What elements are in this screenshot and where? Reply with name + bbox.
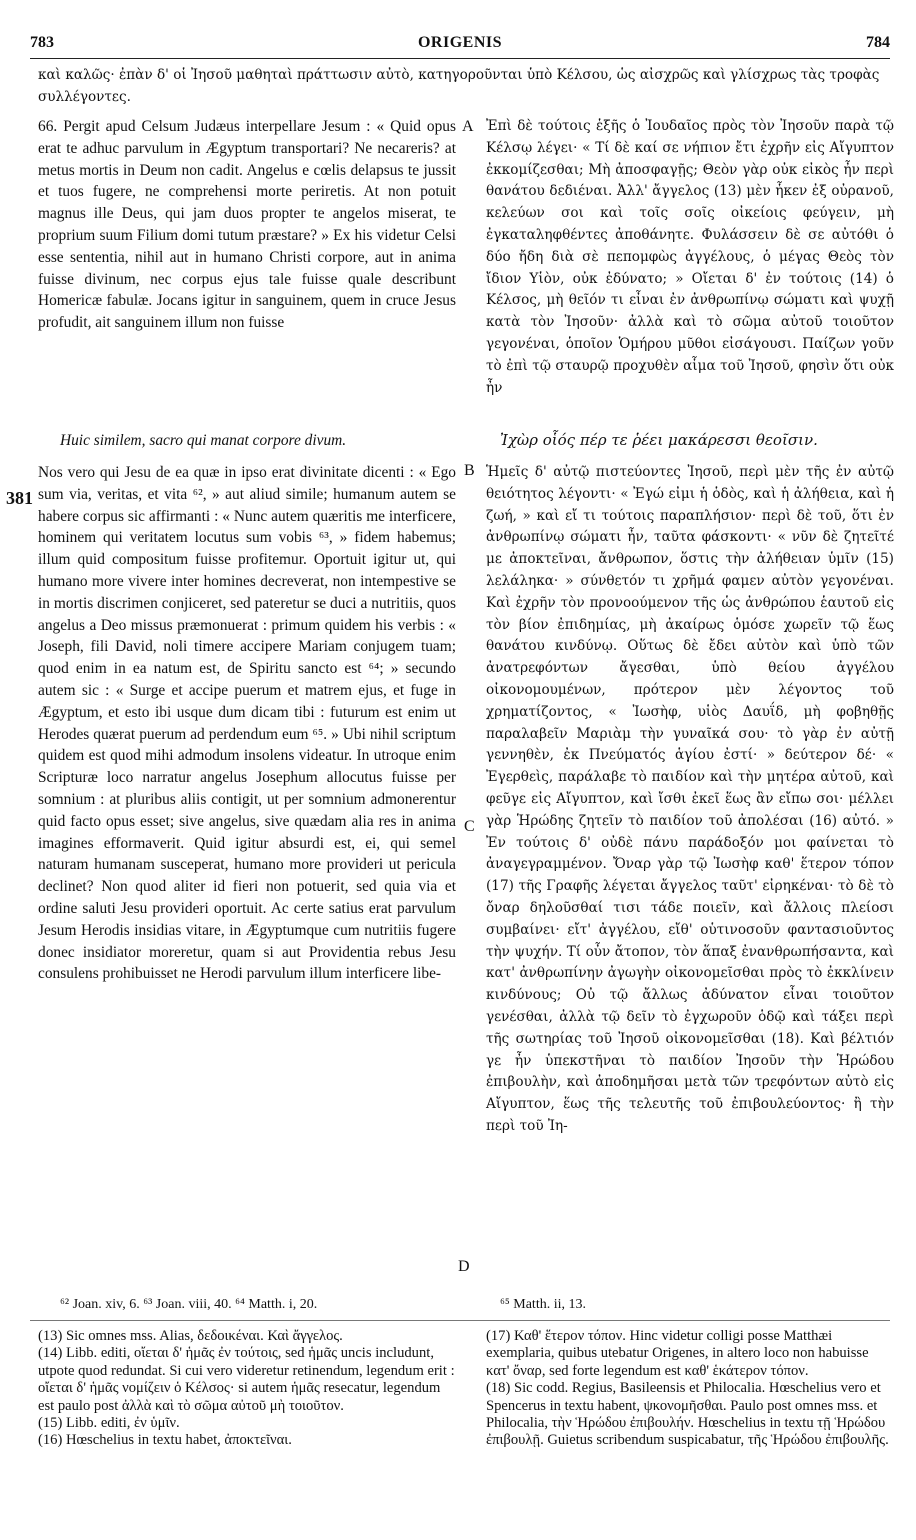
latin-verse-quote: Huic similem, sacro qui manat corpore divum. (60, 432, 347, 449)
note-16: (16) Hœschelius in textu habet, ἀποκτεῖναι. (38, 1432, 292, 1449)
section-marker-d: D (458, 1258, 470, 1275)
note-18: (18) Sic codd. Regius, Basileensis et Philocalia. Hœschelius vero et Spencerus in textu habent, ψκονομῆσθαι. Paulo post omnes mss. et Philocalia, τὴν Ἡρώδου ἐπιβουλήν. Hœschelius in textu τῇ Ἡρώδου ἐπιβουλῇ. Guietus scribendum suspicabatur, τῆς Ἡρώδου ἐπιβουλῆς. (486, 1380, 889, 1449)
scripture-refs-left: ⁶² Joan. xiv, 6. ⁶³ Joan. viii, 40. ⁶⁴ Matth. i, 20. (60, 1297, 318, 1312)
intro-greek-span: καὶ καλῶς· ἐπὰν δ' οἱ Ἰησοῦ μαθηταὶ πράττωσιν αὐτὸ, κατηγοροῦνται ὑπὸ Κέλσου, ὡς αἰσχρῶς καὶ γλίσχρως τὰς τροφὰς συλλέγοντες. (38, 67, 880, 105)
header-rule (30, 58, 890, 59)
latin-paragraph-66: 66. Pergit apud Celsum Judæus interpellare Jesum : « Quid opus erat te adhuc parvulum in Ægyptum transportari? Ne necareris? at metus mortis in Deum non cadit. Angelus e cœlis delapsus te jussit et tuos fugere, ne comprehensi morte periretis. At non potuit magnus ille Deus, qui jam duos propter te angelos miserat, te proprium suum Filium domi tutum præstare? » Ex his videtur Celsi esse sententia, nihil aut in humano Christi corpore, aut in anima fuisse divinum, nec corpus ejus tale fuisse quale describunt Homericæ fabulæ. Jocans igitur in sanguinem, quem in cruce Jesus profudit, ait sanguinem illum non fuisse (38, 118, 456, 332)
left-page-number: 783 (30, 34, 54, 51)
running-title: ORIGENIS (417, 34, 503, 51)
note-17: (17) Καθ' ἕτερον τόπον. Hinc videtur colligi posse Matthæi exemplaria, quibus utebatur Origenes, in altero loco non habuisse κατ' ὄναρ, sed forte legendum est καθ' ἑκάτερον τόπον. (486, 1328, 869, 1379)
notes-right (486, 1328, 894, 1450)
right-page-number: 784 (866, 34, 890, 51)
section-marker-b: B (464, 462, 475, 479)
section-marker-a: A (462, 118, 474, 135)
column-number-381: 381 (6, 488, 33, 508)
notes-left (38, 1328, 458, 1450)
greek-verse-quote: Ἰχὼρ οἷός πέρ τε ῥέει μακάρεσσι θεοῖσιν. (500, 431, 818, 449)
latin-paragraph-reply: Nos vero qui Jesu de ea quæ in ipso erat divinitate dicenti : « Ego sum via, veritas, et vita ⁶², » aut aliud simile; humanum autem se habere corpus sic affirmanti : « Nunc autem quæritis me interficere, hominem qui veritatem locutus sum vobis ⁶³, » fidem habemus; illum quid compositum fuisse profitemur. Oportuit igitur ut, qui humano more vivere inter homines decreverat, non intempestive se in mortis discrimen conjiceret, sed pateretur se duci a nutritiis, quos angelus a Deo missus præmonuerat : primum quidem his verbis : « Joseph, fili David, noli timere accipere Mariam conjugem tuam; quod enim in ea natum est, de Spiritu sancto est ⁶⁴; » secundo autem sic : « Surge et accipe puerum et matrem ejus, et fuge in Ægyptum, et esto ibi usque dum dicam tibi : futurum est enim ut Herodes quærat puerum ad perdendum eum ⁶⁵. » Ubi nihil scriptum quidem est quod mihi admodum insolens videatur. In utroque enim Scripturæ loco narratur angelus Josephum allocutus fuisse per somnium : at pluribus aliis contigit, ut per somnium admonerentur quid facto opus esset; sive angelus, sive quædam alia res in anima imagines efformaverit. Quid igitur absurdi est, ei, qui semel naturam humanam susceperat, humano more provideri ut pericula declinet? Non quod aliter id fieri non potuerit, sed quia via et ordine saluti Jesu provideri oportuit. Ac certe satius erat parvulum Jesum Herodis insidias vitare, in Ægyptumque cum nutritiis fugere donec insidiator moreretur, quam si aut Providentia rebus Jesu consulens prohibuisset ne Herodi parvulum illum interficere libe- (38, 464, 456, 983)
greek-paragraph-reply: Ἡμεῖς δ' αὐτῷ πιστεύοντες Ἰησοῦ, περὶ μὲν τῆς ἐν αὐτῷ θειότητος λέγοντι· « Ἐγώ εἰμι ἡ ὁδὸς, καὶ ἡ ἀλήθεια, καὶ ἡ ζωή, » καὶ εἴ τι τούτοις παραπλήσιον· περὶ δὲ τοῦ, ὅτι ἐν ἀνθρωπίνῳ σώματι ἦν, ταῦτα φάσκοντι· « νῦν δὲ ζητεῖτέ με ἀποκτεῖναι, ἄνθρωπον, ὅστις τὴν ἀλήθειαν ὑμῖν (15) λελάληκα· » σύνθετόν τι χρῆμά φαμεν αὐτὸν γεγονέναι. Καὶ ἐχρῆν τὸν προνοούμενον τῆς ὡς ἀνθρώπου ἑαυτοῦ εἰς τὸν βίον ἐπιδημίας, μὴ ἀκαίρως ὁμόσε χωρεῖν τῷ ἕως θανάτου κινδύνῳ. Οὕτως δὲ ἔδει αὐτὸν καὶ ὑπὸ τῶν ἀνατρεφόντων ἄγεσθαι, ὑπὸ θείου ἀγγέλου οἰκονομουμένων, πρότερον μὲν λέγοντος τοῦ χρηματίζοντος, « Ἰωσὴφ, υἱὸς Δαυΐδ, μὴ φοβηθῇς παραλαβεῖν Μαριὰμ τὴν γυναῖκά σου· τὸ γὰρ ἐν αὐτῇ γεννηθὲν, ἐκ Πνεύματός ἁγίου ἐστί· » δεύτερον δέ· « Ἐγερθεὶς, παράλαβε τὸ παιδίον καὶ τὴν μητέρα αὐτοῦ, καὶ φεῦγε εἰς Αἴγυπτον, καὶ ἴσθι ἐκεῖ ἕως ἂν εἴπω σοι· μέλλει γὰρ Ἡρώδης ζητεῖν τὸ παιδίον τοῦ ἀπολέσαι (16) αὐτό. » Ἐν τούτοις δ' οὐδὲ πάνυ παράδοξόν μοι φαίνεται τὸ ἀναγεγραμμένον. Ὄναρ γὰρ τῷ Ἰωσὴφ καθ' ἕτερον τόπον (17) τῆς Γραφῆς λέγεται ἄγγελος ταῦτ' εἰρηκέναι· τὸ δὲ τὸ ὄναρ δηλοῦσθαί τισι τάδε ποιεῖν, καὶ ἄλλοις πλείοσι συμβαίνει· εἴτ' ἀγγέλου, εἴθ' οὑτινοσοῦν φαντασιοῦντος τὴν ψυχήν. Τί οὖν ἄτοπον, τὸν ἅπαξ ἐνανθρωπήσαντα, καὶ κατ' ἀνθρωπίνην ἀγωγὴν οἰκονομεῖσθαι πρὸς τὸ ἐκκλίνειν κινδύνους; Οὐ τῷ ἄλλως ἀδύνατον εἶναι τοιοῦτον γενέσθαι, ἀλλὰ τῷ δεῖν τὸ ἐγχωροῦν ὁδῷ καὶ τάξει περὶ τῆς σωτηρίας τοῦ Ἰησοῦ οἰκονομεῖσθαι (18). Καὶ βέλτιόν γε ἦν ὑπεκστῆναι τὸ παιδίον Ἰησοῦν τὴν Ἡρώδου ἐπιβουλὴν, καὶ ἀποδημῆσαι μετὰ τῶν τρεφόντων αὐτὸ εἰς Αἴγυπτον, ἕως τῆς τελευτῆς τοῦ ἐπιβουλεύοντος· ἢ τὴν περὶ τοῦ Ἰη- (486, 464, 894, 1134)
note-13: (13) Sic omnes mss. Alias, δεδοικέναι. Καὶ ἄγγελος. (38, 1328, 343, 1344)
page-header (30, 34, 890, 56)
scripture-refs-right: ⁶⁵ Matth. ii, 13. (500, 1297, 586, 1312)
section-marker-c: C (464, 818, 475, 835)
greek-paragraph-66: Ἐπὶ δὲ τούτοις ἑξῆς ὁ Ἰουδαῖος πρὸς τὸν Ἰησοῦν παρὰ τῷ Κέλσῳ λέγει· « Τί δὲ καί σε νήπιον ἔτι ἐχρῆν εἰς Αἴγυπτον ἐκκομίζεσθαι; Μὴ ἀποσφαγῇς; Θεὸν γὰρ οὐκ εἰκὸς ἦν περὶ θανάτου δεδιέναι. Ἀλλ' ἄγγελος (13) μὲν ἧκεν ἐξ οὐρανοῦ, κελεύων σοι καὶ τοῖς σοῖς οἰκείοις φεύγειν, μὴ ἐγκαταληφθέντες ἀποθάνητε. Φυλάσσειν δὲ σε αὐτόθι ὁ δύο ἤδη διὰ σὲ πεπομφὼς ἀγγέλους, ὁ μέγας Θεὸς τὸν ἴδιον Υἱὸν, οὐκ ἐδύνατο; » Οἴεται δ' ἐν τούτοις (14) ὁ Κέλσος, μὴ θεῖόν τι εἶναι ἐν ἀνθρωπίνῳ σώματι καὶ ψυχῇ κατὰ τὸν Ἰησοῦν· ἀλλὰ καὶ τὸ σῶμα αὐτοῦ τοιοῦτον γεγονέναι, ὁποῖον Ὁμήρου μῦθοι εἰσάγουσι. Παίζων γοῦν τὸ ἐπὶ τῷ σταυρῷ προχυθὲν αἷμα τοῦ Ἰησοῦ, φησὶν ὅτι οὐκ ἦν (486, 118, 894, 396)
note-14: (14) Libb. editi, οἴεται δ' ἡμᾶς ἐν τούτοις, sed ἡμᾶς uncis includunt, utpote quod redundat. Si cui vero videretur retinendum, legendum erit : οἴεται δ' ἡμᾶς νομίζειν ὁ Κέλσος· si autem ἡμᾶς resecatur, legendum est paulo post ἀλλὰ καὶ τὸ σῶμα αὐτοῦ μὴ τοιοῦτον. (38, 1345, 455, 1414)
note-15: (15) Libb. editi, ἐν ὑμῖν. (38, 1415, 180, 1432)
notes-rule (30, 1320, 890, 1321)
